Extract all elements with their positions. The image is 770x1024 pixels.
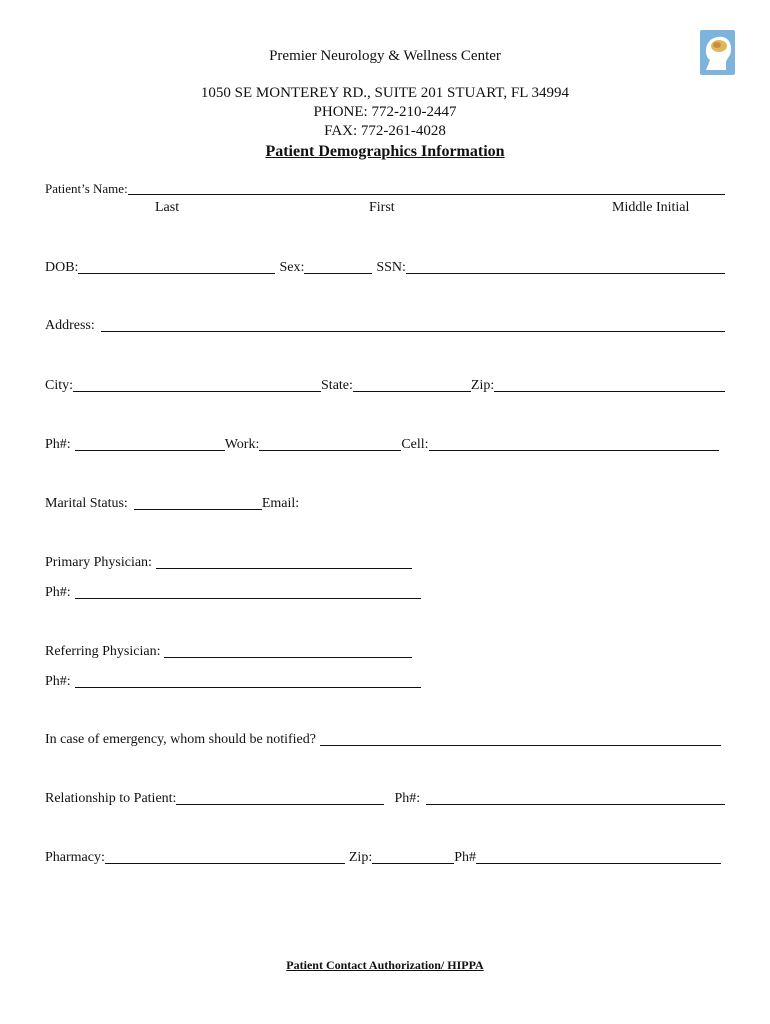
state-field[interactable] [353, 378, 471, 392]
referring-physician-label: Referring Physician: [45, 644, 161, 659]
clinic-address: 1050 SE MONTEREY RD., SUITE 201 STUART, FL 34994 [200, 85, 570, 101]
email-label: Email: [261, 496, 300, 511]
marital-row [45, 494, 725, 512]
clinic-name: Premier Neurology & Wellness Center [269, 48, 501, 64]
pharmacy-zip-label: Zip: [348, 850, 373, 865]
patient-name-label: Patient’s Name: [45, 181, 128, 196]
pharmacy-label: Pharmacy: [45, 850, 105, 865]
primary-ph-row [45, 583, 725, 601]
ssn-label: SSN: [376, 260, 406, 275]
marital-status-label: Marital Status: [45, 496, 128, 511]
relationship-ph-field[interactable] [426, 791, 725, 805]
primary-physician-row [45, 553, 725, 571]
hipaa-section-title: Patient Contact Authorization/ HIPPA [286, 958, 484, 972]
primary-physician-label: Primary Physician: [45, 555, 152, 570]
cell-field[interactable] [429, 437, 719, 451]
referring-ph-label: Ph#: [45, 674, 71, 689]
ph-field[interactable] [75, 437, 225, 451]
zip-field[interactable] [494, 378, 725, 392]
work-field[interactable] [259, 437, 401, 451]
relationship-ph-label: Ph#: [394, 791, 421, 806]
referring-physician-field[interactable] [164, 644, 412, 658]
sex-label: Sex: [279, 260, 305, 275]
pharmacy-row [45, 848, 725, 866]
relationship-label: Relationship to Patient: [45, 791, 177, 806]
clinic-phone: PHONE: 772-210-2447 [313, 104, 457, 120]
phone-row [45, 435, 725, 453]
emergency-label: In case of emergency, whom should be notified? [45, 732, 316, 747]
dob-field[interactable] [78, 260, 275, 274]
name-first-label: First [369, 200, 395, 215]
state-label: State: [321, 378, 353, 393]
address-field[interactable] [101, 318, 725, 332]
relationship-field[interactable] [176, 791, 384, 805]
address-label: Address: [45, 318, 95, 333]
ssn-field[interactable] [406, 260, 725, 274]
pharmacy-ph-label: Ph# [454, 850, 477, 865]
pharmacy-field[interactable] [105, 850, 345, 864]
primary-ph-label: Ph#: [45, 585, 71, 600]
name-last-label: Last [155, 200, 180, 215]
pharmacy-zip-field[interactable] [372, 850, 454, 864]
marital-status-field[interactable] [134, 496, 262, 510]
dob-label: DOB: [45, 260, 79, 275]
referring-physician-row [45, 642, 725, 660]
dob-row [45, 258, 725, 276]
cell-label: Cell: [401, 437, 429, 452]
patient-name-field[interactable] [128, 181, 725, 195]
city-label: City: [45, 378, 74, 393]
referring-ph-field[interactable] [75, 674, 421, 688]
emergency-field[interactable] [320, 732, 721, 746]
address-row [45, 316, 725, 334]
primary-ph-field[interactable] [75, 585, 421, 599]
city-field[interactable] [73, 378, 321, 392]
ph-label: Ph#: [45, 437, 71, 452]
emergency-row [45, 730, 725, 748]
pharmacy-ph-field[interactable] [476, 850, 721, 864]
patient-name-row [45, 179, 725, 197]
work-label: Work: [224, 437, 260, 452]
name-middle-label: Middle Initial [612, 200, 690, 215]
clinic-fax: FAX: 772-261-4028 [324, 123, 446, 139]
primary-physician-field[interactable] [156, 555, 412, 569]
form-title: Patient Demographics Information [265, 143, 505, 160]
relationship-row [45, 789, 725, 807]
sex-field[interactable] [304, 260, 372, 274]
zip-label: Zip: [470, 378, 495, 393]
referring-ph-row [45, 672, 725, 690]
city-row [45, 376, 725, 394]
